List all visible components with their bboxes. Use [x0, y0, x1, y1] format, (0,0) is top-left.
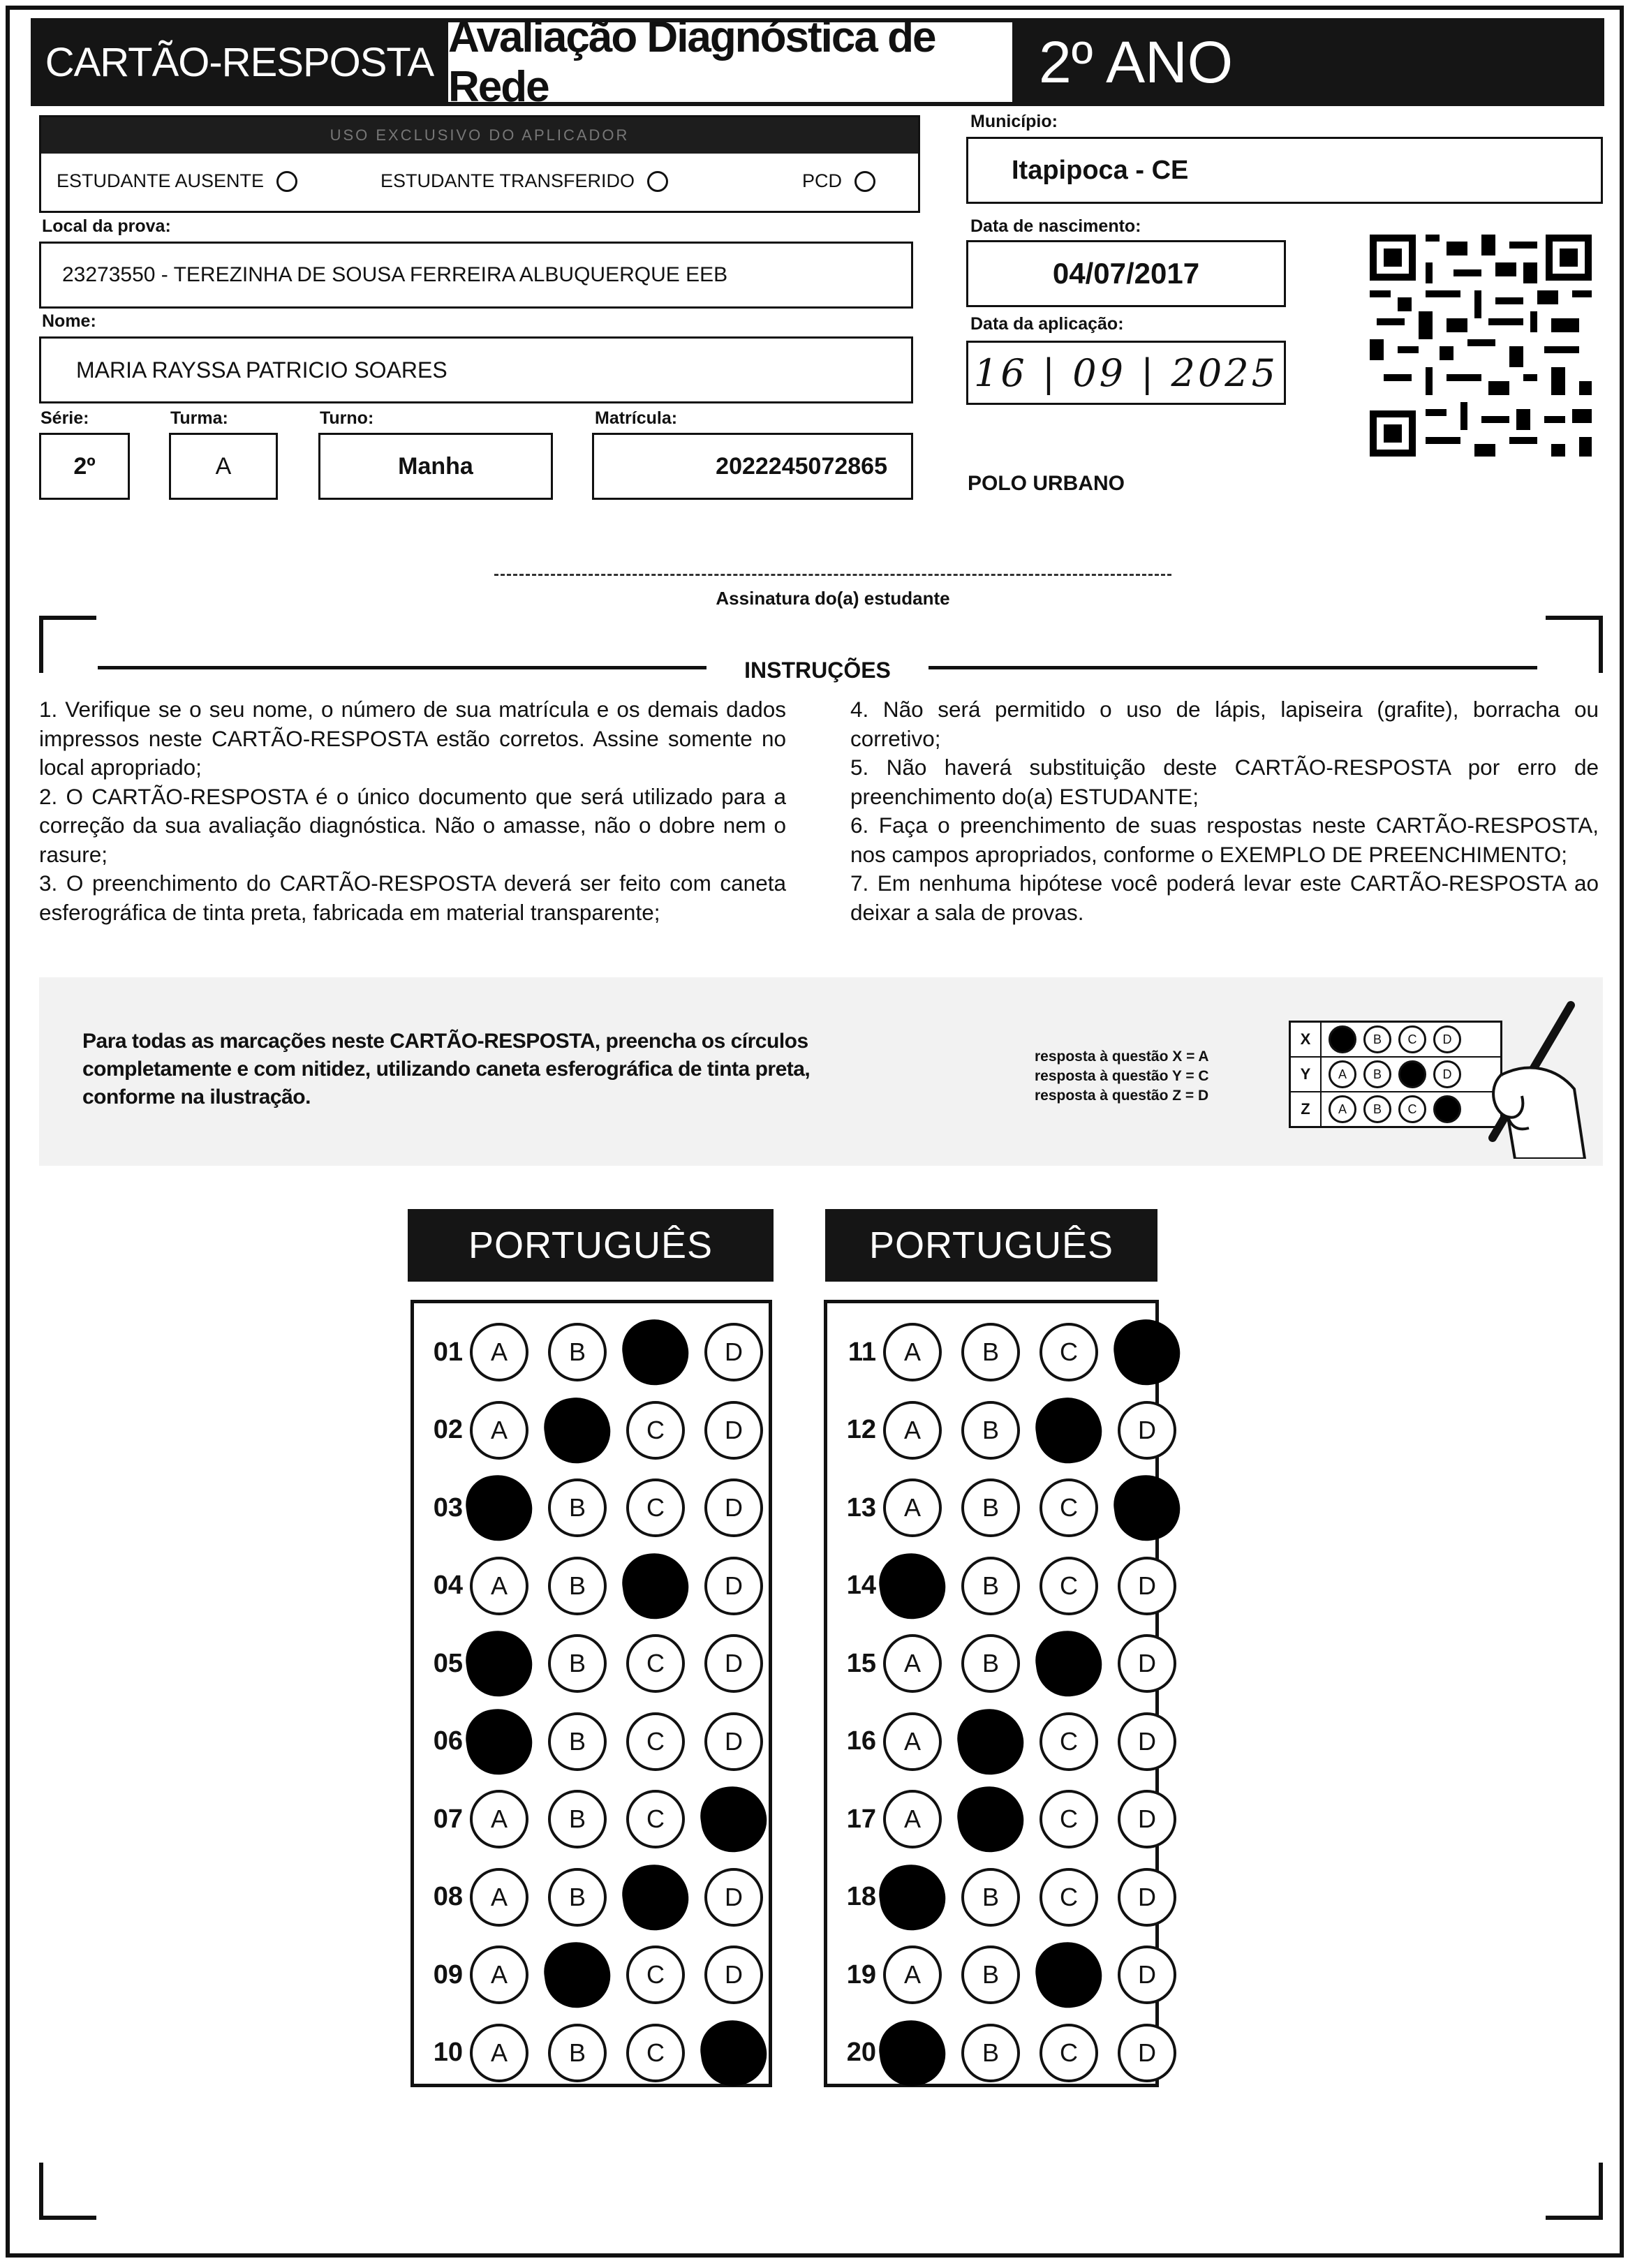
example-row-label: X	[1291, 1023, 1322, 1056]
answer-bubble-d[interactable]: D	[704, 1945, 763, 2004]
question-number: 01	[433, 1337, 463, 1367]
corner-mark-bottom-right	[1546, 2163, 1603, 2220]
answer-bubble-d[interactable]: D	[1118, 1868, 1176, 1927]
answer-bubble-b[interactable]: B	[961, 1478, 1020, 1537]
answer-bubble-a[interactable]: A	[470, 1401, 528, 1460]
turma-label: Turma:	[170, 408, 228, 428]
instruction-item: 3. O preenchimento do CARTÃO-RESPOSTA deverá ser feito com caneta esferográfica de tinta preta, fabricada em material transparente;	[39, 870, 786, 925]
example-row-label: Z	[1291, 1092, 1322, 1126]
instructions-title: INSTRUÇÕES	[744, 658, 891, 683]
absent-radio[interactable]	[276, 171, 297, 192]
answer-bubble-b[interactable]: B	[548, 1557, 607, 1615]
answer-bubble-d[interactable]: D	[1118, 2024, 1176, 2082]
answer-row	[833, 1940, 1196, 2010]
answer-bubble-b[interactable]: B	[548, 1868, 607, 1927]
question-number: 09	[433, 1959, 463, 1989]
answer-bubble-d[interactable]: D	[704, 1557, 763, 1615]
birth-date-field: 04/07/2017	[966, 240, 1286, 307]
answer-bubble-c[interactable]	[619, 1315, 693, 1389]
answer-bubble-a[interactable]: A	[470, 1868, 528, 1927]
answer-bubble-a[interactable]: A	[883, 1478, 942, 1537]
question-number: 18	[846, 1882, 876, 1911]
absent-label: ESTUDANTE AUSENTE	[57, 170, 265, 191]
pcd-option[interactable]	[802, 170, 875, 192]
answer-box-1	[410, 1300, 772, 2087]
answer-bubble-c[interactable]: C	[1040, 1478, 1098, 1537]
question-number: 04	[433, 1571, 463, 1600]
example-bubble-b: B	[1363, 1095, 1391, 1123]
answer-bubble-a[interactable]: A	[470, 1323, 528, 1381]
instruction-item: 4. Não será permitido o uso de lápis, lapiseira (grafite), borracha ou corretivo;	[850, 697, 1599, 751]
instruction-item: 2. O CARTÃO-RESPOSTA é o único documento que será utilizado para a correção da sua avaliação diagnóstica. Não o amasse, não o dobre nem o rasure;	[39, 783, 786, 867]
answer-bubble-a[interactable]	[875, 1860, 949, 1934]
turno-label: Turno:	[320, 408, 374, 428]
answer-row	[420, 1940, 783, 2010]
card-title: CARTÃO-RESPOSTA	[31, 18, 448, 106]
answer-bubble-c[interactable]: C	[1040, 1712, 1098, 1771]
answer-bubble-b[interactable]	[540, 1938, 614, 2012]
answer-row	[420, 1707, 783, 1777]
question-number: 20	[846, 2038, 876, 2067]
application-date-field[interactable]: 16 | 09 | 2025	[966, 341, 1286, 405]
example-bubble-a	[1329, 1025, 1356, 1053]
answer-bubble-a[interactable]	[875, 2015, 949, 2089]
answer-bubble-b[interactable]	[540, 1393, 614, 1467]
transferred-option[interactable]	[380, 170, 668, 192]
answer-bubble-d[interactable]: D	[704, 1323, 763, 1381]
absent-option[interactable]	[57, 170, 297, 192]
applicator-bar: USO EXCLUSIVO DO APLICADOR	[41, 117, 918, 154]
question-number: 15	[846, 1648, 876, 1678]
answer-bubble-d[interactable]	[1110, 1315, 1184, 1389]
question-number: 08	[433, 1882, 463, 1911]
name-field	[39, 336, 913, 403]
question-number: 14	[846, 1571, 876, 1600]
answer-bubble-d[interactable]: D	[704, 1712, 763, 1771]
legend-item: resposta à questão X = A	[1035, 1048, 1209, 1065]
answer-bubble-c[interactable]	[1032, 1938, 1106, 2012]
answer-bubble-a[interactable]: A	[883, 1790, 942, 1848]
question-number: 10	[433, 2038, 463, 2067]
answer-bubble-d[interactable]: D	[1118, 1401, 1176, 1460]
answer-bubble-c[interactable]: C	[626, 1790, 685, 1848]
answer-row	[420, 1551, 783, 1621]
answer-bubble-a[interactable]: A	[470, 1945, 528, 2004]
question-number: 12	[846, 1415, 876, 1444]
answer-bubble-a[interactable]	[875, 1548, 949, 1622]
instruction-item: 7. Em nenhuma hipótese você poderá levar este CARTÃO-RESPOSTA ao deixar a sala de provas.	[850, 870, 1599, 925]
answer-bubble-c[interactable]: C	[626, 1634, 685, 1693]
municipio-field	[966, 137, 1603, 204]
answer-row	[833, 1784, 1196, 1854]
answer-bubble-b[interactable]	[954, 1782, 1028, 1856]
answer-bubble-c[interactable]: C	[626, 1401, 685, 1460]
answer-bubble-c[interactable]: C	[1040, 1868, 1098, 1927]
answer-bubble-b[interactable]: B	[961, 1945, 1020, 2004]
answer-bubble-d[interactable]	[697, 2015, 771, 2089]
municipio-value: Itapipoca - CE	[1012, 155, 1189, 185]
section-title-1: PORTUGUÊS	[408, 1209, 774, 1282]
name-value: MARIA RAYSSA PATRICIO SOARES	[76, 357, 447, 383]
answer-bubble-c[interactable]: C	[1040, 1557, 1098, 1615]
answer-bubble-d[interactable]: D	[704, 1868, 763, 1927]
answer-bubble-c[interactable]	[1032, 1626, 1106, 1700]
answer-bubble-a[interactable]	[462, 1704, 536, 1778]
question-number: 05	[433, 1648, 463, 1678]
qr-code	[1370, 235, 1592, 457]
answer-bubble-b[interactable]: B	[548, 1323, 607, 1381]
example-bubble-b: B	[1363, 1025, 1391, 1053]
exam-location-label: Local da prova:	[42, 216, 171, 236]
answer-row	[420, 1317, 783, 1387]
example-bubble-c	[1398, 1060, 1426, 1088]
answer-bubble-b[interactable]: B	[548, 1712, 607, 1771]
answer-row	[420, 1784, 783, 1854]
birth-date-label: Data de nascimento:	[970, 216, 1141, 236]
fill-example-legend	[1035, 1047, 1209, 1106]
municipio-label: Município:	[970, 112, 1058, 131]
answer-bubble-d[interactable]: D	[704, 1401, 763, 1460]
answer-bubble-c[interactable]: C	[1040, 1790, 1098, 1848]
exam-location-field	[39, 242, 913, 309]
answer-bubble-c[interactable]	[619, 1860, 693, 1934]
applicator-box	[39, 115, 920, 213]
answer-bubble-d[interactable]: D	[1118, 1634, 1176, 1693]
instructions-right	[850, 695, 1599, 927]
answer-bubble-d[interactable]: D	[704, 1478, 763, 1537]
turno-field: Manha	[318, 433, 553, 500]
answer-bubble-d[interactable]: D	[1118, 1945, 1176, 2004]
answer-bubble-c[interactable]	[1032, 1393, 1106, 1467]
fill-example-text: Para todas as marcações neste CARTÃO-RESPOSTA, preencha os círculos completamente e com nitidez, utilizando caneta esferográfica de tinta preta, conforme na ilustração.	[82, 1030, 811, 1109]
example-bubble-c: C	[1398, 1095, 1426, 1123]
corner-mark-bottom-left	[39, 2163, 96, 2220]
answer-bubble-b[interactable]: B	[961, 1868, 1020, 1927]
question-number: 07	[433, 1804, 463, 1834]
answer-bubble-c[interactable]: C	[626, 1478, 685, 1537]
example-bubble-a: A	[1329, 1095, 1356, 1123]
answer-bubble-b[interactable]: B	[548, 2024, 607, 2082]
question-number: 16	[846, 1726, 876, 1756]
question-number: 13	[846, 1492, 876, 1522]
instruction-item: 6. Faça o preenchimento de suas respostas neste CARTÃO-RESPOSTA, nos campos apropriados, conforme o EXEMPLO DE PREENCHIMENTO;	[850, 813, 1599, 867]
hand-pen-icon	[1452, 991, 1592, 1159]
application-date-label: Data da aplicação:	[970, 314, 1124, 334]
answer-row	[833, 1317, 1196, 1387]
answer-bubble-d[interactable]	[1110, 1471, 1184, 1545]
answer-bubble-a[interactable]	[462, 1626, 536, 1700]
legend-item: resposta à questão Y = C	[1035, 1068, 1209, 1084]
evaluation-title: Avaliação Diagnóstica de Rede	[448, 18, 1012, 106]
answer-row	[420, 1395, 783, 1465]
answer-bubble-d[interactable]: D	[1118, 1790, 1176, 1848]
answer-bubble-b[interactable]	[954, 1704, 1028, 1778]
answer-bubble-a[interactable]: A	[883, 1634, 942, 1693]
serie-label: Série:	[40, 408, 89, 428]
exam-location-value: 23273550 - TEREZINHA DE SOUSA FERREIRA ALBUQUERQUE EEB	[62, 263, 728, 286]
example-bubble-a: A	[1329, 1060, 1356, 1088]
question-number: 11	[848, 1337, 876, 1367]
example-bubble-c: C	[1398, 1025, 1426, 1053]
answer-bubble-a[interactable]: A	[883, 1323, 942, 1381]
answer-bubble-c[interactable]: C	[1040, 1323, 1098, 1381]
example-row-label: Y	[1291, 1058, 1322, 1091]
answer-row	[833, 1551, 1196, 1621]
question-number: 17	[846, 1804, 876, 1834]
answer-row	[833, 1473, 1196, 1543]
answer-bubble-c[interactable]: C	[626, 2024, 685, 2082]
pcd-label: PCD	[802, 170, 843, 191]
answer-row	[420, 1629, 783, 1698]
answer-row	[833, 2018, 1196, 2088]
matricula-label: Matrícula:	[595, 408, 678, 428]
instructions-left	[39, 695, 786, 927]
instruction-item: 1. Verifique se o seu nome, o número de sua matrícula e os demais dados impressos neste CARTÃO-RESPOSTA estão corretos. Assine somente no local apropriado;	[39, 697, 786, 780]
matricula-field: 2022245072865	[592, 433, 913, 500]
answer-bubble-a[interactable]: A	[883, 1945, 942, 2004]
answer-bubble-a[interactable]: A	[470, 1790, 528, 1848]
example-bubble-d: D	[1433, 1060, 1461, 1088]
transferred-label: ESTUDANTE TRANSFERIDO	[380, 170, 635, 191]
answer-bubble-b[interactable]: B	[961, 1401, 1020, 1460]
answer-row	[833, 1862, 1196, 1932]
question-number: 02	[433, 1415, 463, 1444]
turma-field: A	[169, 433, 278, 500]
example-bubble-b: B	[1363, 1060, 1391, 1088]
answer-bubble-c[interactable]	[619, 1548, 693, 1622]
transferred-radio[interactable]	[647, 171, 668, 192]
answer-bubble-b[interactable]: B	[548, 1634, 607, 1693]
answer-row	[420, 2018, 783, 2088]
answer-bubble-d[interactable]: D	[1118, 1712, 1176, 1771]
question-number: 06	[433, 1726, 463, 1756]
answer-row	[420, 1473, 783, 1543]
question-number: 19	[846, 1959, 876, 1989]
answer-bubble-a[interactable]: A	[470, 1557, 528, 1615]
answer-bubble-d[interactable]: D	[704, 1634, 763, 1693]
answer-bubble-d[interactable]: D	[1118, 1557, 1176, 1615]
answer-row	[833, 1707, 1196, 1777]
answer-bubble-c[interactable]: C	[1040, 2024, 1098, 2082]
answer-bubble-b[interactable]: B	[548, 1790, 607, 1848]
name-label: Nome:	[42, 311, 96, 331]
answer-bubble-b[interactable]: B	[961, 1557, 1020, 1615]
answer-bubble-a[interactable]: A	[883, 1712, 942, 1771]
answer-bubble-b[interactable]: B	[961, 2024, 1020, 2082]
answer-bubble-b[interactable]: B	[961, 1323, 1020, 1381]
pcd-radio[interactable]	[855, 171, 875, 192]
answer-bubble-b[interactable]: B	[961, 1634, 1020, 1693]
answer-bubble-a[interactable]	[462, 1471, 536, 1545]
answer-row	[833, 1629, 1196, 1698]
answer-bubble-a[interactable]: A	[883, 1401, 942, 1460]
answer-bubble-b[interactable]: B	[548, 1478, 607, 1537]
signature-label: Assinatura do(a) estudante	[716, 588, 950, 609]
answer-bubble-c[interactable]: C	[626, 1712, 685, 1771]
polo-label: POLO URBANO	[968, 472, 1125, 495]
legend-item: resposta à questão Z = D	[1035, 1088, 1209, 1104]
instruction-item: 5. Não haverá substituição deste CARTÃO-RESPOSTA por erro de preenchimento do(a) ESTUDANTE;	[850, 755, 1599, 809]
answer-box-2	[824, 1300, 1159, 2087]
answer-row	[833, 1395, 1196, 1465]
answer-bubble-a[interactable]: A	[470, 2024, 528, 2082]
answer-bubble-d[interactable]	[697, 1782, 771, 1856]
section-title-2: PORTUGUÊS	[825, 1209, 1157, 1282]
example-bubble-d: D	[1433, 1025, 1461, 1053]
answer-row	[420, 1862, 783, 1932]
serie-field: 2º	[39, 433, 130, 500]
grade-label: 2º ANO	[1012, 18, 1604, 106]
signature-line[interactable]	[494, 574, 1171, 576]
question-number: 03	[433, 1492, 463, 1522]
answer-bubble-c[interactable]: C	[626, 1945, 685, 2004]
